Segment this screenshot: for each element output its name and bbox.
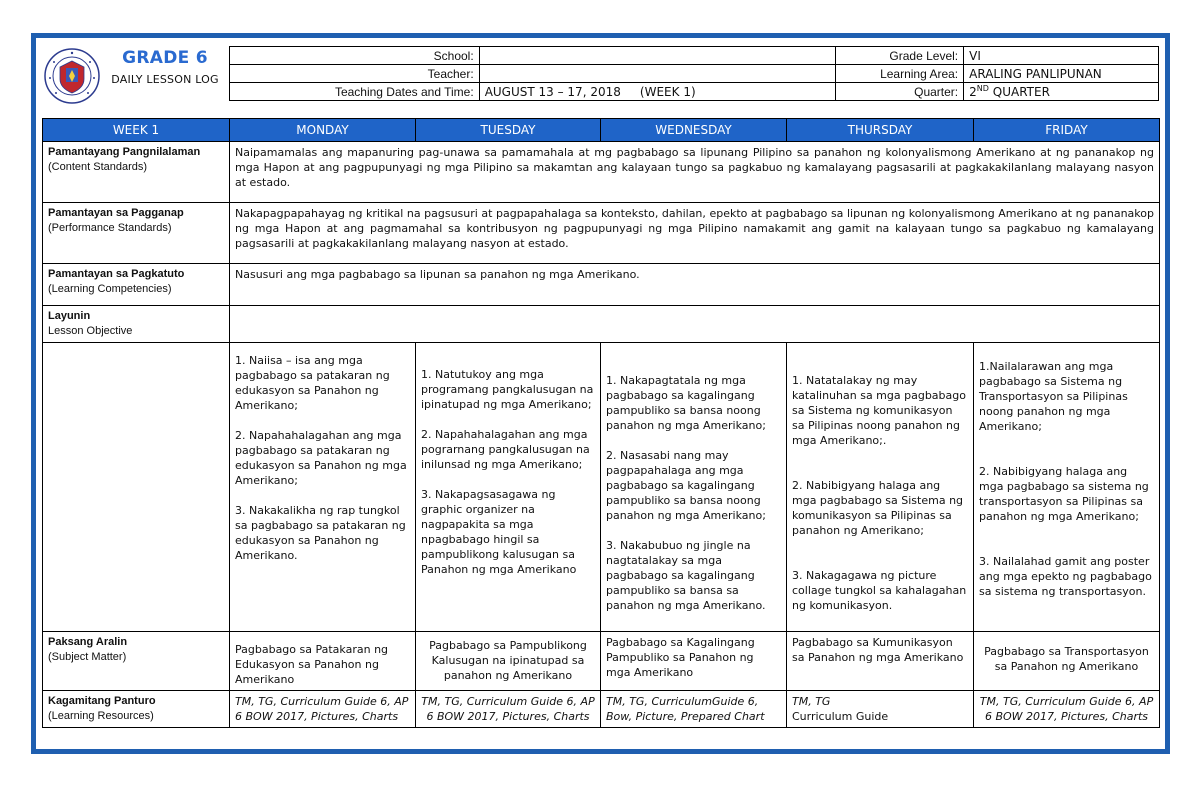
teacher-field[interactable] xyxy=(479,65,836,83)
grade-title: GRADE 6 xyxy=(122,48,208,68)
competencies-text: Nasusuri ang mga pagbabago sa lipunan sa panahon ng mga Amerikano. xyxy=(230,264,1160,306)
lesson-log-table xyxy=(42,118,1160,728)
school-label: School: xyxy=(230,47,480,65)
resources-wednesday: TM, TG, CurriculumGuide 6, Bow, Picture, Prepared Chart xyxy=(601,691,787,728)
resources-thursday-1: TM, TG xyxy=(792,695,831,708)
content-standards-sub: (Content Standards) xyxy=(48,161,148,173)
quarter-num: 2 xyxy=(969,84,977,99)
resources-sub: (Learning Resources) xyxy=(48,710,154,722)
performance-standards-text: Nakapagpapahayag ng kritikal na pagsusuri at pagpapahalaga sa konteksto, dahilan, epekto at pagbabago sa lipunan ng kolonyalismong Amerikano at ng pananakop ng mga Hapon at ang pagmamahal sa kontribusyon ng pagpupunyagi ng mga Pilipino namakamit ang gamit na kalayaan tungo sa pagkabuo ng kamalayang pagsasarili at pagkakakilanlang malayang nasyon at estado. xyxy=(230,203,1160,264)
learning-area-label: Learning Area: xyxy=(836,65,964,83)
objectives-blank xyxy=(43,343,230,632)
subject-wednesday: Pagbabago sa Kagalingang Pampubliko sa Panahon ng mga Amerikano xyxy=(601,632,787,691)
content-standards-label xyxy=(43,142,230,203)
subject-tuesday: Pagbabago sa Pampublikong Kalusugan na ipinatupad sa panahon ng Amerikano xyxy=(416,632,601,691)
header-row xyxy=(43,119,1160,142)
teacher-label: Teacher: xyxy=(230,65,480,83)
objective-item: 1. Nakapagtatala ng mga pagbabago sa kagalingang pampubliko sa bansa noong panahon ng mga Amerikano; xyxy=(606,374,766,432)
col-friday: FRIDAY xyxy=(974,119,1160,142)
grade-level-label: Grade Level: xyxy=(836,47,964,65)
dates-label: Teaching Dates and Time: xyxy=(230,83,480,101)
grade-level-value: VI xyxy=(964,47,1159,65)
quarter-value xyxy=(964,83,1159,101)
objective-item: 2. Nabibigyang halaga ang mga pagbabago sa Sistema ng komunikasyon sa Pilipinas sa panahon ng Amerikano; xyxy=(792,479,964,537)
objective-item: 1.Nailalarawan ang mga pagbabago sa Sistema ng Transportasyon sa Pilipinas noong panahon ng mga Amerikano; xyxy=(979,360,1128,433)
log-title: DAILY LESSON LOG xyxy=(111,73,219,86)
objective-label xyxy=(43,306,230,343)
objectives-detail-row xyxy=(43,343,1160,632)
objectives-friday xyxy=(974,343,1160,632)
school-field[interactable] xyxy=(479,47,836,65)
objectives-monday xyxy=(230,343,416,632)
resources-tuesday: TM, TG, Curriculum Guide 6, AP 6 BOW 2017, Pictures, Charts xyxy=(416,691,601,728)
subject-thursday: Pagbabago sa Kumunikasyon sa Panahon ng mga Amerikano xyxy=(787,632,974,691)
dates-text: AUGUST 13 – 17, 2018 (WEEK 1) xyxy=(484,84,696,99)
competencies-label xyxy=(43,264,230,306)
objectives-thursday xyxy=(787,343,974,632)
objective-item: 3. Nakagagawa ng picture collage tungkol sa kahalagahan ng komunikasyon. xyxy=(792,569,967,612)
resources-title: Kagamitang Panturo xyxy=(48,695,156,707)
competencies-title: Pamantayan sa Pagkatuto xyxy=(48,268,185,280)
objective-title: Layunin xyxy=(48,310,91,322)
performance-standards-sub: (Performance Standards) xyxy=(48,222,172,234)
col-thursday: THURSDAY xyxy=(787,119,974,142)
content-standards-title: Pamantayang Pangnilalaman xyxy=(48,146,201,158)
objective-item: 1. Natutukoy ang mga programang pangkalusugan na ipinatupad ng mga Amerikano; xyxy=(421,368,594,411)
objective-item: 1. Natatalakay ng may katalinuhan sa mga pagbabago sa Sistema ng komunikasyon sa Pilipinas noong panahon ng mga Amerikano;. xyxy=(792,374,966,447)
col-monday: MONDAY xyxy=(230,119,416,142)
subject-matter-sub: (Subject Matter) xyxy=(48,651,127,663)
objective-item: 3. Nakapagsasagawa ng graphic organizer na nagpapakita sa mga npagbabago hingil sa pampublikong kalusugan sa Panahon ng mga Amerikano xyxy=(421,488,577,576)
col-wednesday: WEDNESDAY xyxy=(601,119,787,142)
competencies-sub: (Learning Competencies) xyxy=(48,283,172,295)
performance-standards-label xyxy=(43,203,230,264)
objectives-tuesday xyxy=(416,343,601,632)
objective-item: 1. Naiisa – isa ang mga pagbabago sa patakaran ng edukasyon sa Panahon ng Amerikano; xyxy=(235,354,390,412)
objective-item: 3. Nakabubuo ng jingle na nagtatalakay sa mga pagbabago sa kagalingang pampubliko sa bansa sa panahon ng mga Amerikano. xyxy=(606,539,766,612)
competencies-row xyxy=(43,264,1160,306)
objective-sub: Lesson Objective xyxy=(48,325,133,337)
subject-monday: Pagbabago sa Patakaran ng Edukasyon sa Panahon ng Amerikano xyxy=(230,632,416,691)
subject-matter-label xyxy=(43,632,230,691)
content-standards-row xyxy=(43,142,1160,203)
objective-item: 2. Nabibigyang halaga ang mga pagbabago sa sistema ng transportasyon sa Pilipinas sa panahon ng mga Amerikano; xyxy=(979,465,1149,523)
resources-friday: TM, TG, Curriculum Guide 6, AP 6 BOW 2017, Pictures, Charts xyxy=(974,691,1160,728)
col-tuesday: TUESDAY xyxy=(416,119,601,142)
objective-item: 2. Nasasabi nang may pagpapahalaga ang mga pagbabago sa kagalingang pampubliko sa bansa noong panahon ng mga Amerikano; xyxy=(606,449,766,522)
objectives-wednesday xyxy=(601,343,787,632)
deped-seal-logo xyxy=(44,48,100,104)
performance-standards-title: Pamantayan sa Pagganap xyxy=(48,207,184,219)
subject-matter-title: Paksang Aralin xyxy=(48,636,128,648)
resources-row xyxy=(43,691,1160,728)
objective-item: 2. Napahahalagahan ang mga pograrnang pangkalusugan na inilunsad ng mga Amerikano; xyxy=(421,428,590,471)
resources-monday: TM, TG, Curriculum Guide 6, AP 6 BOW 2017, Pictures, Charts xyxy=(230,691,416,728)
subject-friday: Pagbabago sa Transportasyon sa Panahon ng Amerikano xyxy=(974,632,1160,691)
info-table xyxy=(229,46,1159,101)
objective-item: 3. Nailalahad gamit ang poster ang mga epekto ng pagbabago sa sistema ng transportasyon. xyxy=(979,555,1152,598)
resources-thursday xyxy=(787,691,974,728)
content-standards-text: Naipamamalas ang mapanuring pag-unawa sa pamamahala at mg pagbabago sa lipunang Pilipino sa panahon ng kolonyalismong Amerikano at ng pananakop ng mga Hapon at ang pagpupunyagi ng mga Pilipino sa makamtan ang kalayaan tungo sa pagkabuo ng kamalayang pagsasarili at pagkakakilanlang malayang nasyon at estado. xyxy=(230,142,1160,203)
objective-item: 2. Napahahalagahan ang mga pagbabago sa patakaran ng edukasyon sa Panahon ng mga Amerikano; xyxy=(235,429,407,487)
col-week: WEEK 1 xyxy=(43,119,230,142)
objective-empty xyxy=(230,306,1160,343)
dates-value xyxy=(479,83,836,101)
resources-label xyxy=(43,691,230,728)
learning-area-value: ARALING PANLIPUNAN xyxy=(964,65,1159,83)
subject-matter-row xyxy=(43,632,1160,691)
performance-standards-row xyxy=(43,203,1160,264)
quarter-sup: ND xyxy=(976,83,989,93)
resources-thursday-2: Curriculum Guide xyxy=(792,710,889,723)
quarter-word: QUARTER xyxy=(988,84,1050,99)
objective-row xyxy=(43,306,1160,343)
objective-item: 3. Nakakalikha ng rap tungkol sa pagbabago sa patakaran ng edukasyon sa Panahon ng Amerikano. xyxy=(235,504,406,562)
quarter-label: Quarter: xyxy=(836,83,964,101)
